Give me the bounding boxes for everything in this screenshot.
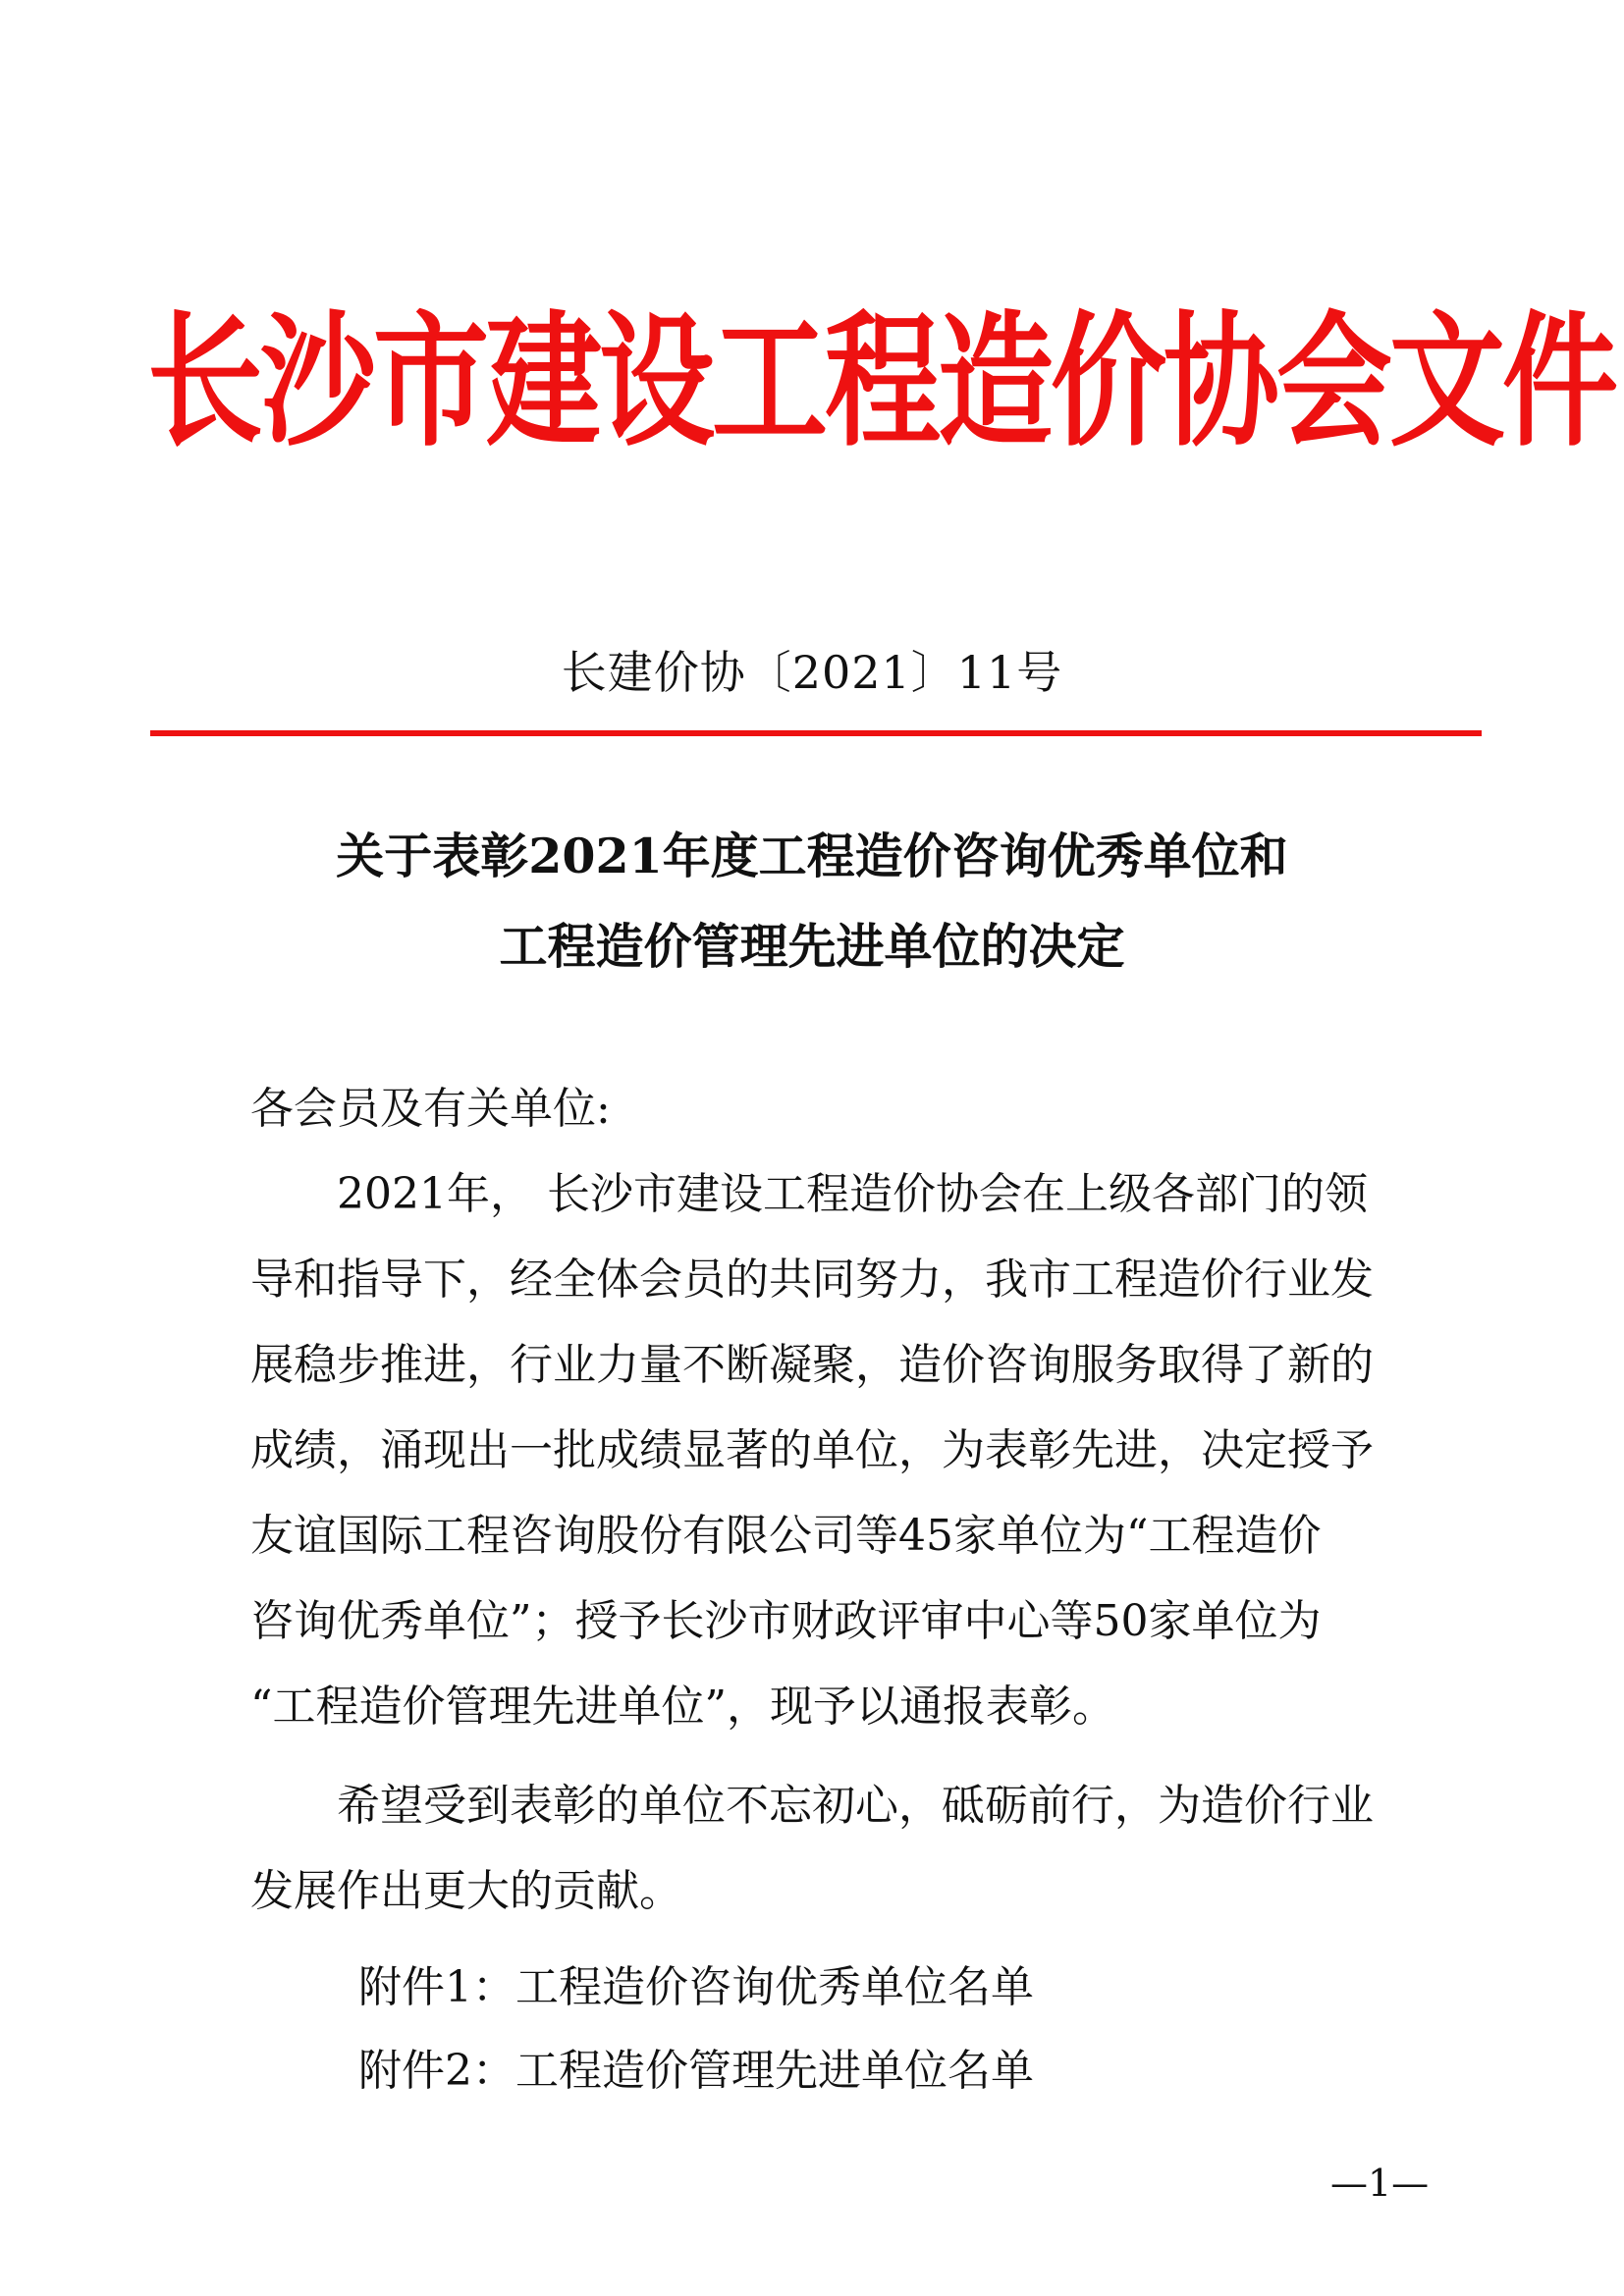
paragraph-1-line: 成绩，涌现出一批成绩显著的单位，为表彰先进，决定授予 [250, 1425, 1374, 1475]
paragraph-1-line: 导和指导下，经全体会员的共同努力，我市工程造价行业发 [250, 1255, 1374, 1305]
attachment-item: 附件2：工程造价管理先进单位名单 [358, 2046, 1034, 2096]
paragraph-1-line: 咨询优秀单位”；授予长沙市财政评审中心等50家单位为 [250, 1596, 1322, 1646]
paragraph-1-line: “工程造价管理先进单位”，现予以通报表彰。 [250, 1682, 1115, 1732]
paragraph-2-line: 希望受到表彰的单位不忘初心，砥砺前行，为造价行业 [337, 1781, 1374, 1831]
attachment-item: 附件1：工程造价咨询优秀单位名单 [358, 1962, 1034, 2012]
page-number: —1— [1330, 2162, 1430, 2205]
red-divider-line [150, 730, 1482, 736]
document-title-line-1: 关于表彰2021年度工程造价咨询优秀单位和 [336, 828, 1288, 884]
paragraph-1-line: 2021年， 长沙市建设工程造价协会在上级各部门的领 [337, 1169, 1368, 1219]
paragraph-1-line: 友谊国际工程咨询股份有限公司等45家单位为“工程造价 [250, 1511, 1322, 1561]
document-header-title: 长沙市建设工程造价协会文件 [147, 295, 1616, 466]
document-number: 长建价协〔2021〕11号 [561, 646, 1063, 699]
paragraph-2-line: 发展作出更大的贡献。 [250, 1866, 682, 1916]
document-title-line-2: 工程造价管理先进单位的决定 [499, 918, 1125, 975]
salutation: 各会员及有关单位: [250, 1084, 611, 1134]
paragraph-1-line: 展稳步推进，行业力量不断凝聚，造价咨询服务取得了新的 [250, 1340, 1374, 1390]
